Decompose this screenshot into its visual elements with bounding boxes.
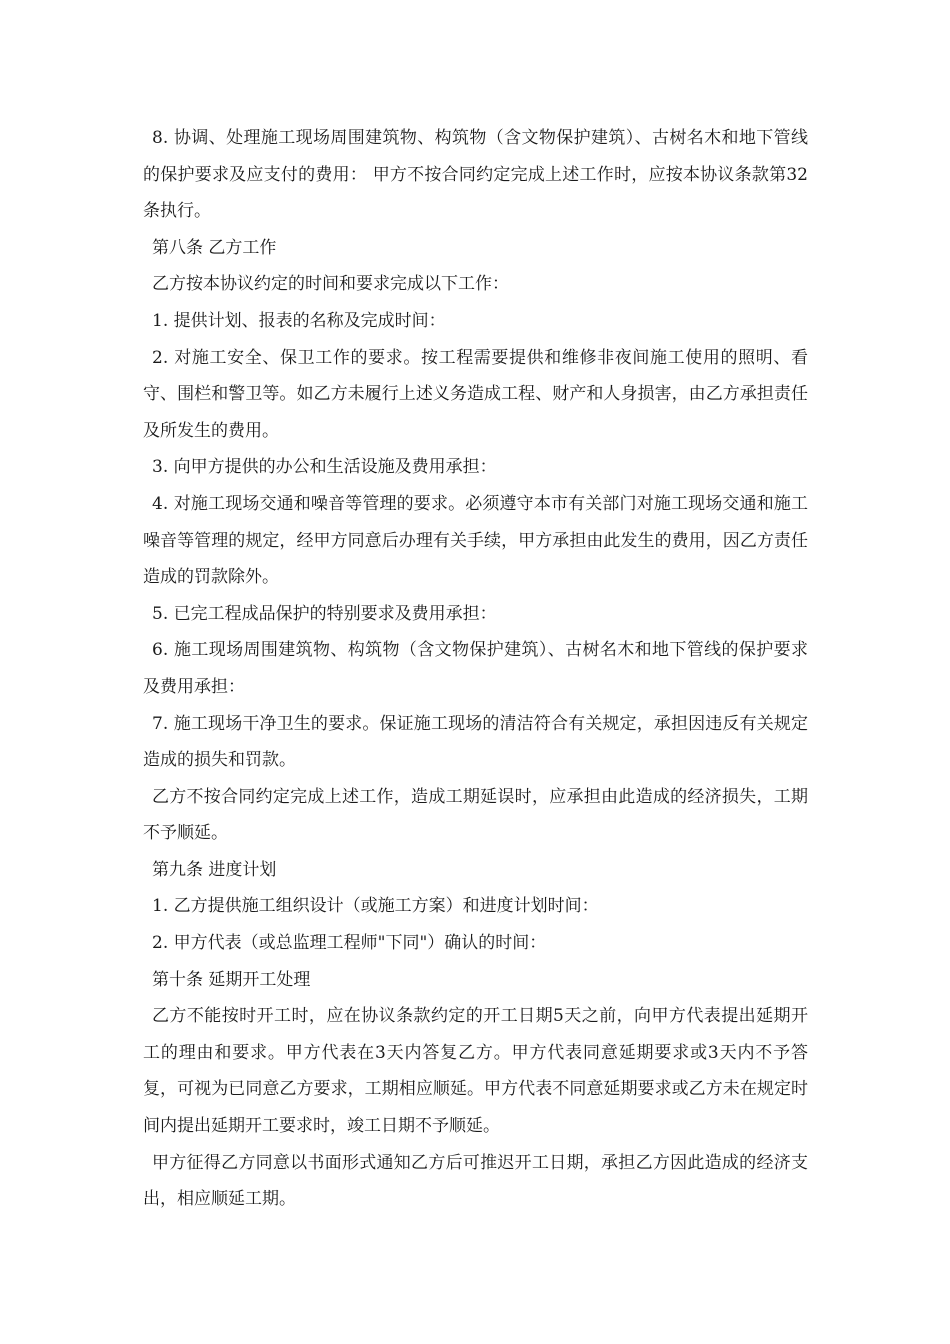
- article-8-item-5: 5. 已完工程成品保护的特别要求及费用承担：: [152, 603, 497, 624]
- article-8-item-7: 7. 施工现场干净卫生的要求。保证施工现场的清洁符合有关规定，承担因违反有关规定造成的损失和罚款。: [143, 713, 808, 771]
- article-9-heading: 第九条 进度计划: [152, 859, 277, 880]
- article-8-item-4: 4. 对施工现场交通和噪音等管理的要求。必须遵守本市有关部门对施工现场交通和施工噪音等管理的规定，经甲方同意后办理有关手续，甲方承担由此发生的费用，因乙方责任造成的罚款除外。: [143, 493, 808, 588]
- article-8-item-1: 1. 提供计划、报表的名称及完成时间：: [152, 310, 446, 331]
- article-8-heading: 第八条 乙方工作: [152, 237, 277, 258]
- article-10-owner-delay: 甲方征得乙方同意以书面形式通知乙方后可推迟开工日期，承担乙方因此造成的经济支出，相应顺延工期。: [143, 1152, 808, 1210]
- article-9-item-1: 1. 乙方提供施工组织设计（或施工方案）和进度计划时间：: [152, 896, 599, 917]
- article-10-contractor-delay: 乙方不能按时开工时，应在协议条款约定的开工日期5天之前，向甲方代表提出延期开工的理由和要求。甲方代表在3天内答复乙方。甲方代表同意延期要求或3天内不予答复，可视为已同意乙方要求，工期相应顺延。甲方代表不同意延期要求或乙方未在规定时间内提出延期开工要求时，竣工日期不予顺延。: [143, 1006, 808, 1137]
- document-body: [143, 120, 808, 1218]
- paragraph-item-8-site-protection: 8. 协调、处理施工现场周围建筑物、构筑物（含文物保护建筑）、古树名木和地下管线的保护要求及应支付的费用： 甲方不按合同约定完成上述工作时，应按本协议条款第32条执行。: [143, 128, 808, 222]
- article-8-intro: 乙方按本协议约定的时间和要求完成以下工作：: [152, 274, 509, 295]
- article-8-item-6: 6. 施工现场周围建筑物、构筑物（含文物保护建筑）、古树名木和地下管线的保护要求及费用承担：: [143, 640, 808, 697]
- article-10-heading: 第十条 延期开工处理: [152, 969, 311, 990]
- article-8-item-2: 2. 对施工安全、保卫工作的要求。按工程需要提供和维修非夜间施工使用的照明、看守、围栏和警卫等。如乙方未履行上述义务造成工程、财产和人身损害，由乙方承担责任及所发生的费用。: [143, 347, 808, 441]
- article-8-item-3: 3. 向甲方提供的办公和生活设施及费用承担：: [152, 457, 497, 478]
- article-8-penalty: 乙方不按合同约定完成上述工作，造成工期延误时，应承担由此造成的经济损失，工期不予顺延。: [143, 786, 808, 844]
- article-9-item-2: 2. 甲方代表（或总监理工程师"下同"）确认的时间：: [152, 933, 547, 954]
